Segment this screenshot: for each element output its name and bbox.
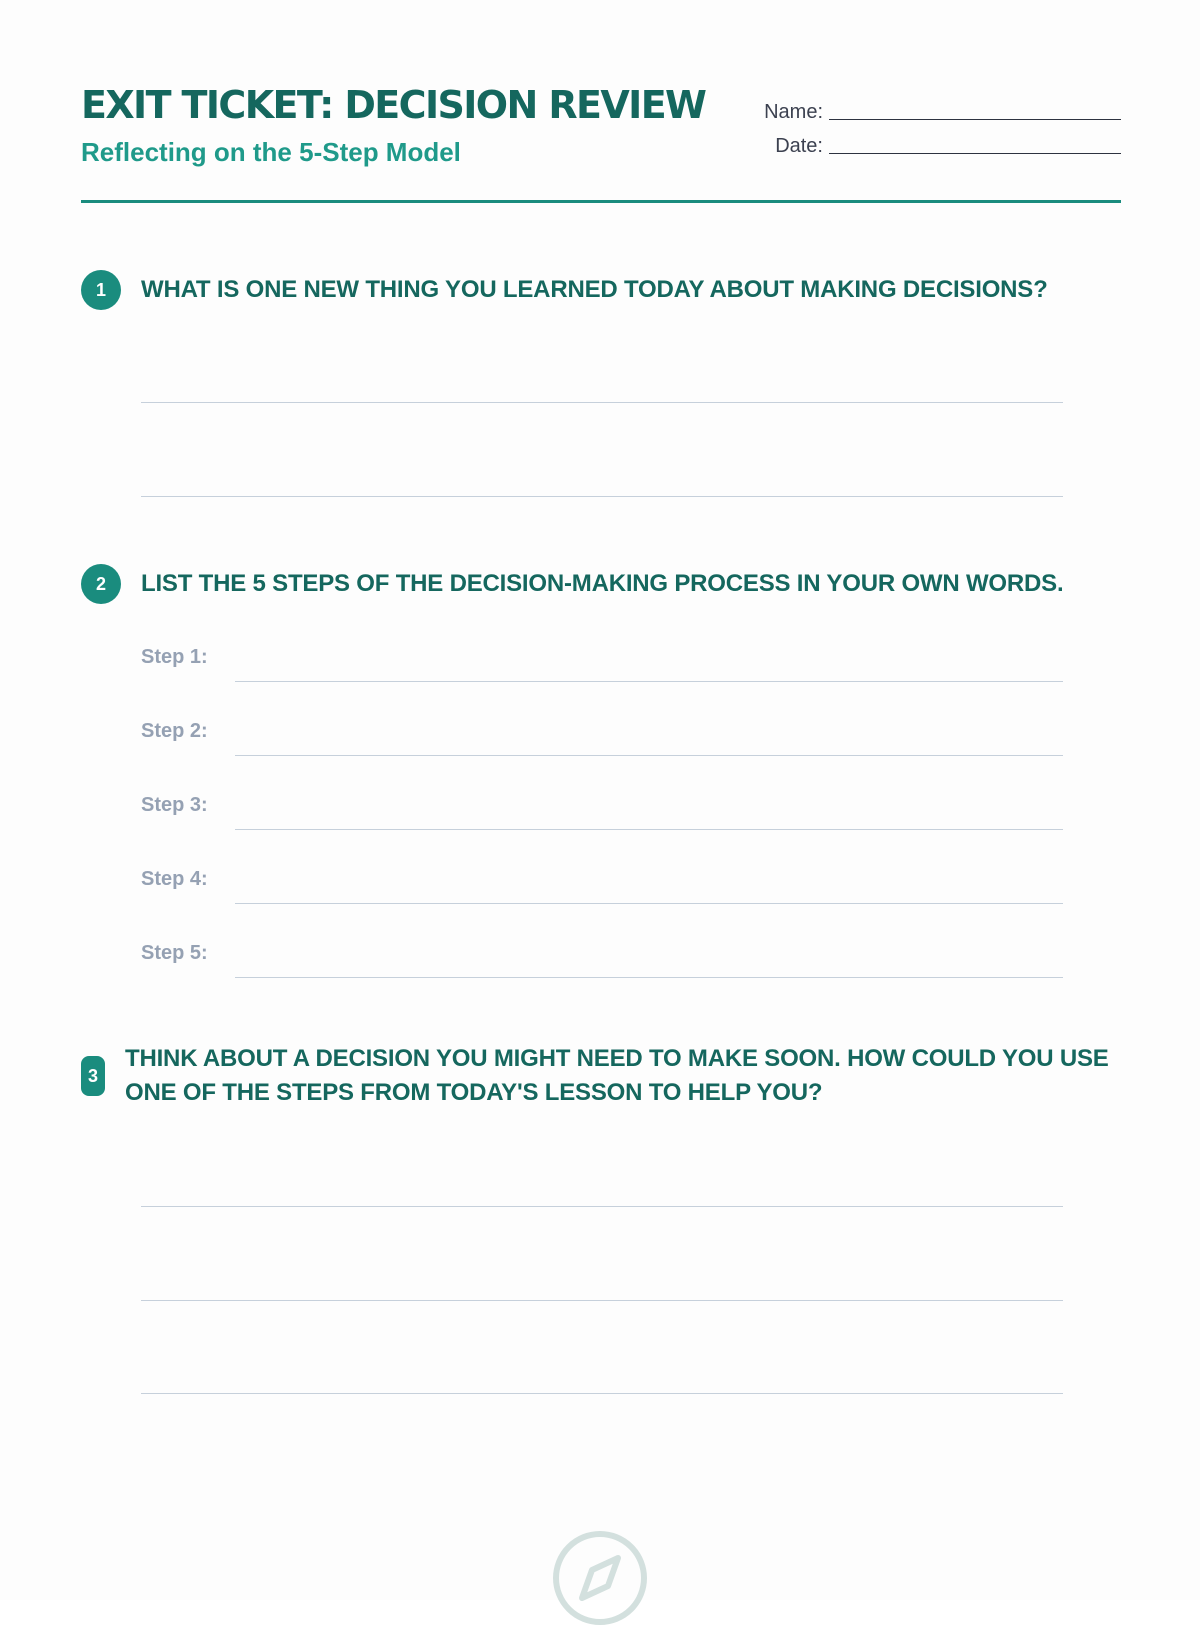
step-label: Step 4: bbox=[141, 868, 208, 890]
header-divider bbox=[81, 200, 1121, 203]
question-number-badge: 1 bbox=[81, 270, 121, 310]
compass-icon bbox=[552, 1530, 648, 1626]
page-subtitle: Reflecting on the 5-Step Model bbox=[81, 137, 461, 167]
step-row-5 bbox=[141, 940, 1063, 980]
question-1-heading bbox=[81, 270, 1121, 310]
step-row-2 bbox=[141, 718, 1063, 758]
name-row bbox=[741, 96, 1121, 124]
step-row-4 bbox=[141, 866, 1063, 906]
date-row bbox=[741, 130, 1121, 158]
answer-line[interactable] bbox=[141, 1393, 1063, 1394]
name-label: Name: bbox=[764, 101, 823, 123]
answer-line[interactable] bbox=[141, 1300, 1063, 1301]
date-label: Date: bbox=[775, 135, 823, 157]
step-label: Step 2: bbox=[141, 720, 208, 742]
step-label: Step 3: bbox=[141, 794, 208, 816]
question-2-heading bbox=[81, 564, 1121, 604]
answer-line[interactable] bbox=[141, 496, 1063, 497]
question-1-text: WHAT IS ONE NEW THING YOU LEARNED TODAY ABOUT MAKING DECISIONS? bbox=[141, 276, 1048, 303]
answer-line[interactable] bbox=[141, 402, 1063, 403]
student-info bbox=[741, 96, 1121, 164]
page-title: EXIT TICKET: DECISION REVIEW bbox=[81, 83, 706, 127]
step-answer-line[interactable] bbox=[235, 755, 1063, 756]
answer-line[interactable] bbox=[141, 1206, 1063, 1207]
question-3-text-line-2: ONE OF THE STEPS FROM TODAY'S LESSON TO HELP YOU? bbox=[125, 1079, 823, 1106]
step-answer-line[interactable] bbox=[235, 829, 1063, 830]
question-2-text: LIST THE 5 STEPS OF THE DECISION-MAKING PROCESS IN YOUR OWN WORDS. bbox=[141, 570, 1064, 597]
step-row-3 bbox=[141, 792, 1063, 832]
step-label: Step 1: bbox=[141, 646, 208, 668]
question-3-text-line-1: THINK ABOUT A DECISION YOU MIGHT NEED TO MAKE SOON. HOW COULD YOU USE bbox=[125, 1045, 1109, 1072]
step-answer-line[interactable] bbox=[235, 903, 1063, 904]
step-label: Step 5: bbox=[141, 942, 208, 964]
question-number-badge: 3 bbox=[81, 1056, 105, 1096]
question-2 bbox=[81, 564, 1121, 964]
question-number-badge: 2 bbox=[81, 564, 121, 604]
step-answer-line[interactable] bbox=[235, 977, 1063, 978]
question-3-heading bbox=[81, 1042, 1121, 1110]
date-field[interactable] bbox=[829, 152, 1121, 154]
question-1 bbox=[81, 270, 1121, 310]
name-field[interactable] bbox=[829, 118, 1121, 120]
step-row-1 bbox=[141, 644, 1063, 684]
step-answer-line[interactable] bbox=[235, 681, 1063, 682]
question-3-text bbox=[125, 1042, 1109, 1110]
question-3 bbox=[81, 1042, 1121, 1110]
